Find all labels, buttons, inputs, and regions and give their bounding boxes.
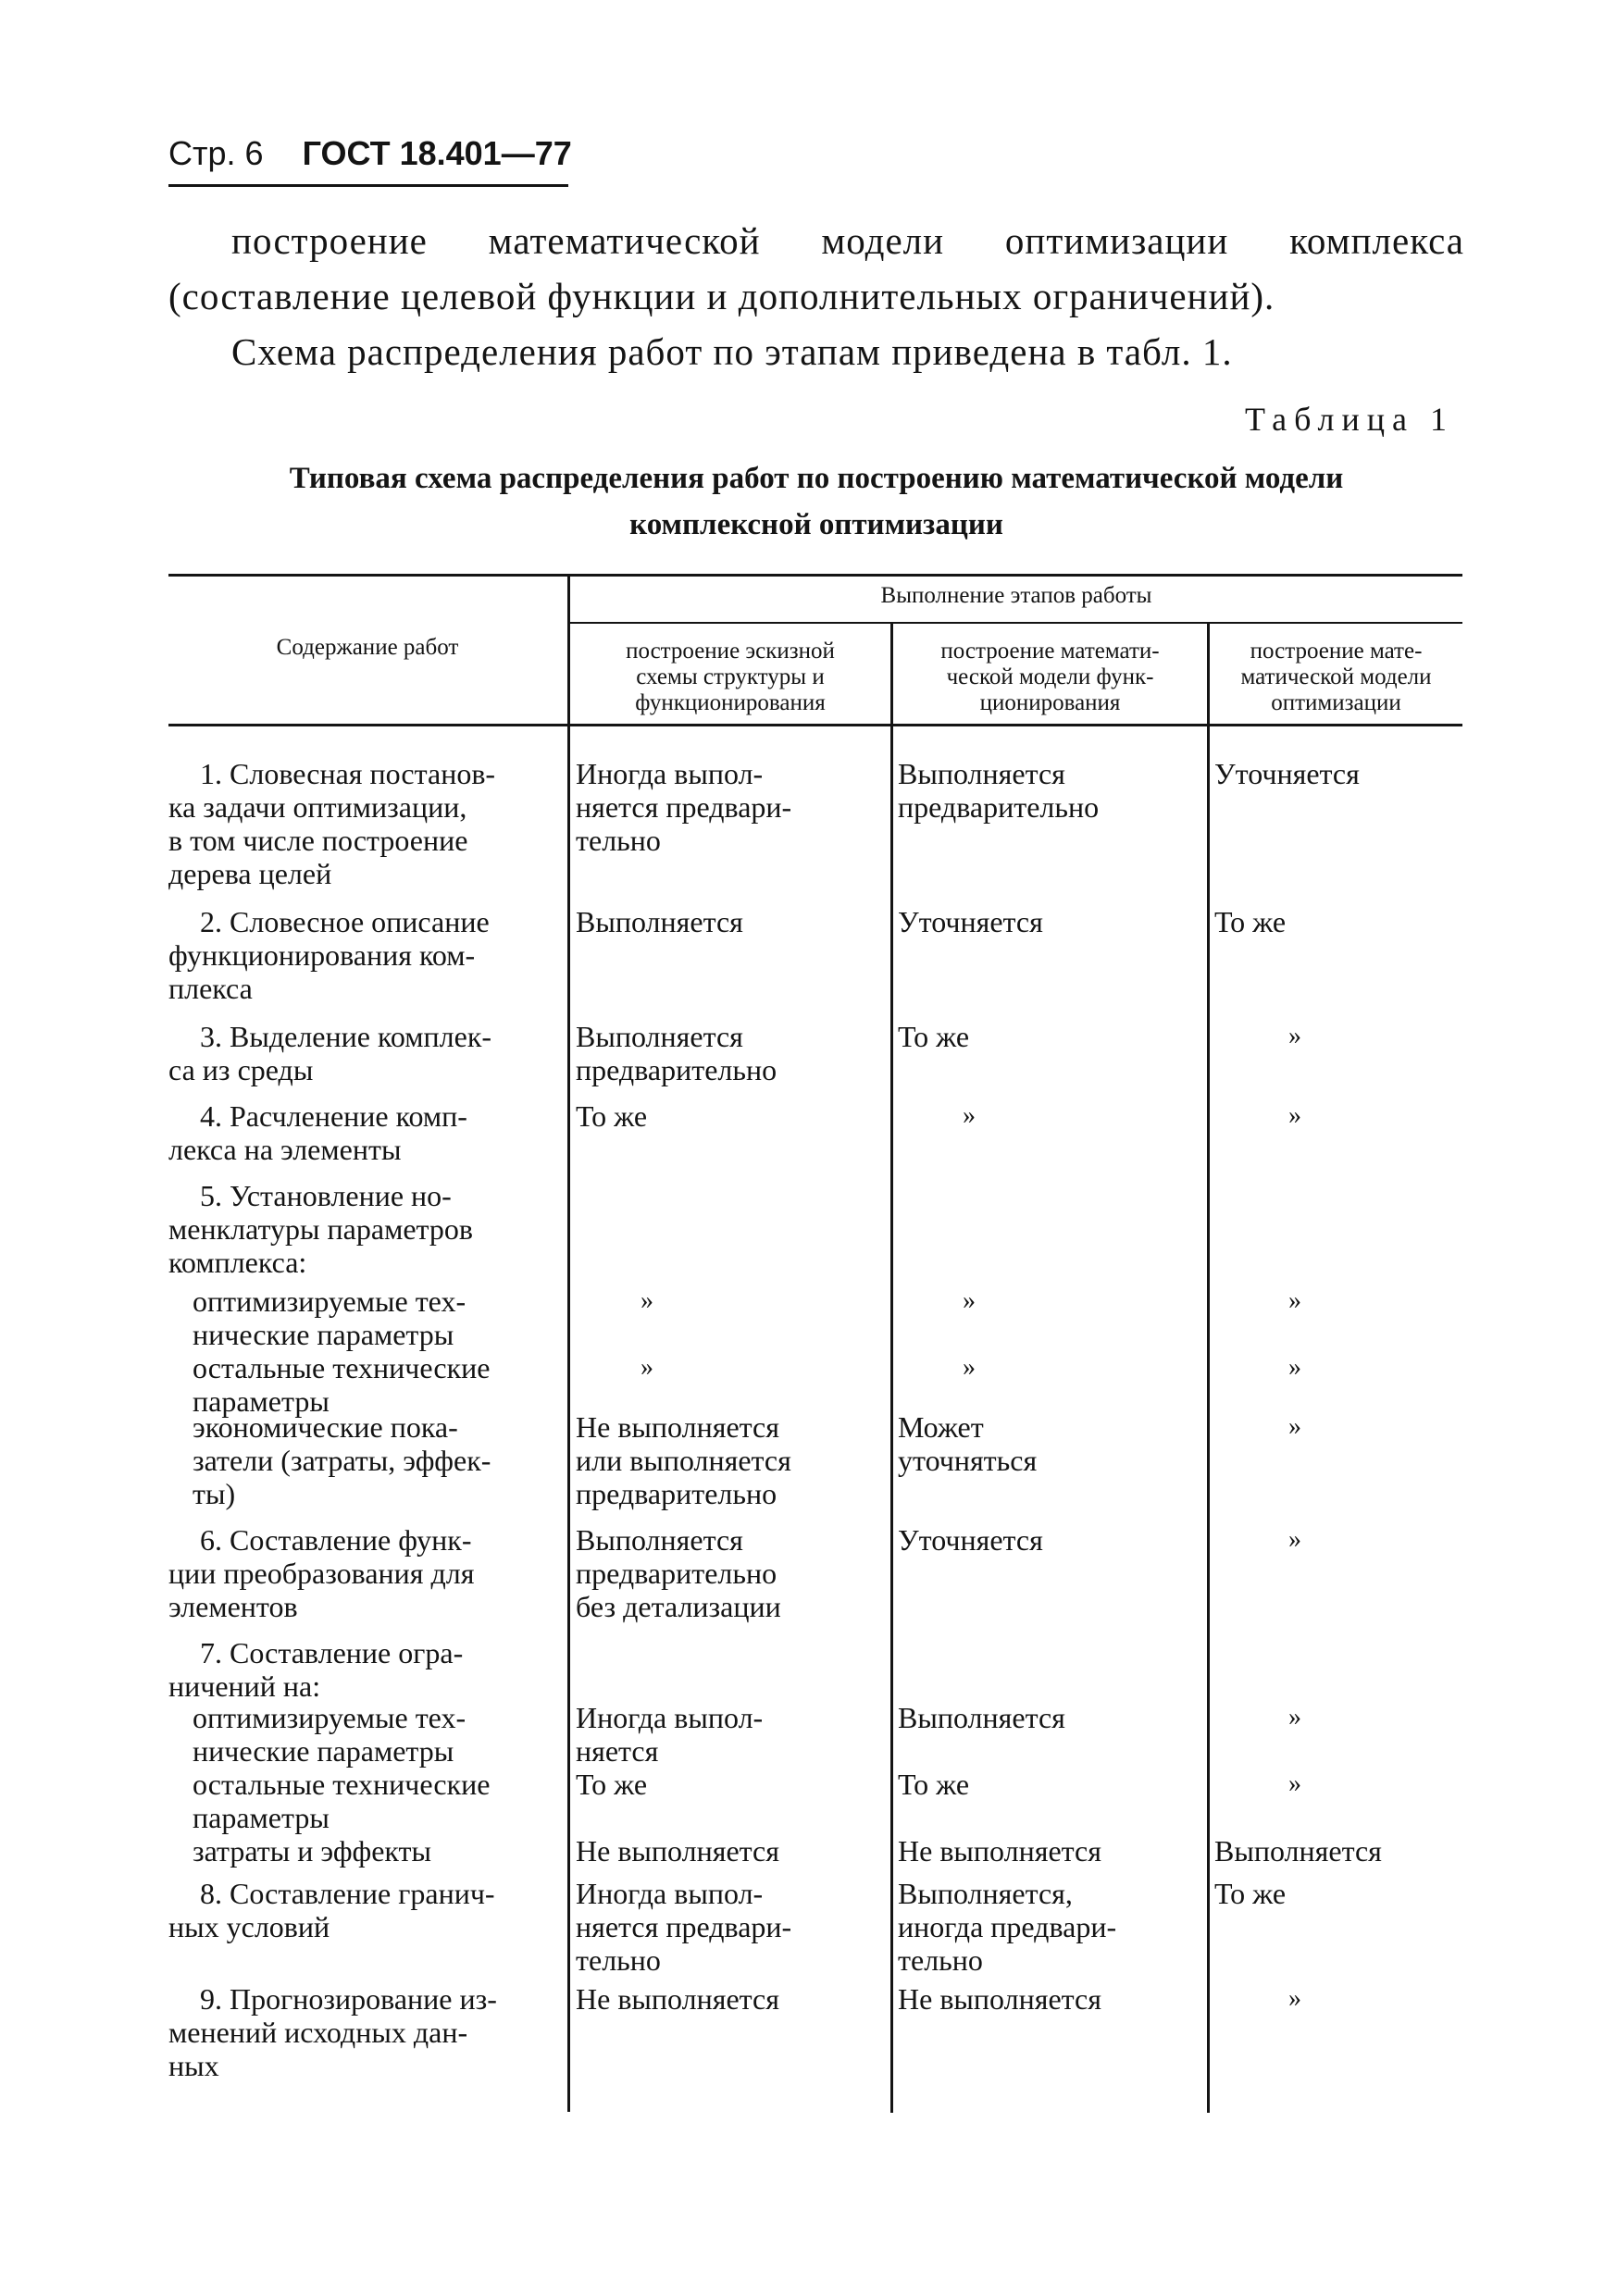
cell-line: менений исходных дан- xyxy=(168,2016,468,2049)
cell-line: Выполняется xyxy=(1214,1834,1382,1868)
table-row-content xyxy=(168,1636,565,1703)
cell-line: няется предвари- xyxy=(576,1910,792,1943)
cell-line: 8. Составление гранич- xyxy=(200,1877,495,1910)
cell-line: » xyxy=(963,1101,976,1130)
cell-line: 2. Словесное описание xyxy=(200,905,490,938)
table-row-cell-1 xyxy=(576,1877,887,1977)
cell-line: Выполняется xyxy=(576,905,743,938)
cell-line: уточняться xyxy=(898,1444,1038,1477)
cell-line: са из среды xyxy=(168,1053,314,1086)
table-row-content xyxy=(168,1523,565,1623)
cell-line: остальные технические xyxy=(193,1351,491,1384)
table-row-cell-2 xyxy=(898,1523,1203,1557)
intro-line-1: построение математической модели оптимизации комплекса xyxy=(231,219,1464,262)
table-row-cell-1 xyxy=(576,1701,887,1768)
cell-line: 5. Установление но- xyxy=(200,1179,452,1212)
table-row-content xyxy=(193,1285,565,1351)
table-row-cell-2 xyxy=(898,1020,1203,1053)
table-row-cell-2 xyxy=(898,1877,1203,1977)
cell-line: затраты и эффекты xyxy=(193,1834,432,1868)
cell-line: Иногда выпол- xyxy=(576,1877,764,1910)
cell-line: экономические пока- xyxy=(193,1410,458,1444)
cell-line: » xyxy=(641,1353,653,1382)
cell-line: ка задачи оптимизации, xyxy=(168,790,467,824)
cell-line: Выполняется xyxy=(898,757,1065,790)
table-row-content xyxy=(168,757,565,890)
cell-line: То же xyxy=(576,1768,648,1801)
cell-line: в том числе построение xyxy=(168,824,468,857)
table-row-cell-1 xyxy=(576,1834,887,1868)
cell-line: Выполняется xyxy=(898,1701,1065,1734)
cell-line: » xyxy=(963,1286,976,1315)
table-row-cell-3 xyxy=(1214,905,1462,938)
cell-line: То же xyxy=(898,1020,970,1053)
cell-line: То же xyxy=(898,1768,970,1801)
cell-line: няется xyxy=(576,1734,659,1768)
cell-line: » xyxy=(963,1353,976,1382)
cell-line: Иногда выпол- xyxy=(576,757,764,790)
cell-line: 1. Словесная постанов- xyxy=(200,757,496,790)
cell-line: » xyxy=(1288,1022,1301,1050)
table-row-content xyxy=(193,1351,565,1418)
cell-line: Не выполняется xyxy=(898,1982,1101,2016)
table-row-cell-3 xyxy=(1214,1099,1462,1133)
cell-line: » xyxy=(1288,1525,1301,1554)
table-row-cell-1 xyxy=(576,1410,887,1510)
cell-line: предварительно xyxy=(576,1477,777,1510)
table-row-cell-3 xyxy=(1214,1701,1462,1734)
cell-line: предварительно xyxy=(576,1053,777,1086)
table-row-cell-3 xyxy=(1214,1982,1462,2016)
table-title-line-2: комплексной оптимизации xyxy=(629,508,1003,541)
cell-line: Уточняется xyxy=(898,1523,1043,1557)
cell-line: тельно xyxy=(576,1943,661,1977)
cell-line: ты) xyxy=(193,1477,236,1510)
col-header-1-line: схемы структуры и xyxy=(636,664,825,689)
table-row-cell-1 xyxy=(576,905,887,938)
cell-line: 9. Прогнозирование из- xyxy=(200,1982,497,2016)
table-row-cell-3 xyxy=(1214,1877,1462,1910)
cell-line: тельно xyxy=(898,1943,983,1977)
table-row-content xyxy=(168,1982,565,2082)
table-row-cell-2 xyxy=(898,905,1203,938)
table-number: Таблица 1 xyxy=(1245,401,1454,438)
cell-line: То же xyxy=(1214,905,1287,938)
cell-line: параметры xyxy=(193,1384,330,1418)
col-header-1-line: построение эскизной xyxy=(626,639,835,664)
cell-line: » xyxy=(1288,1286,1301,1315)
table-row-content xyxy=(193,1768,565,1834)
cell-line: затели (затраты, эффек- xyxy=(193,1444,491,1477)
table-row-cell-3 xyxy=(1214,1768,1462,1801)
cell-line: или выполняется xyxy=(576,1444,791,1477)
table-row-cell-1 xyxy=(576,1982,887,2016)
table-row-content xyxy=(193,1834,565,1868)
table-row-cell-1 xyxy=(576,1351,887,1384)
table-row-content xyxy=(168,1877,565,1943)
cell-line: дерева целей xyxy=(168,857,332,890)
cell-line: » xyxy=(641,1286,653,1315)
table-row-content xyxy=(168,1179,565,1279)
cell-line: оптимизируемые тех- xyxy=(193,1285,466,1318)
table-title-line-1: Типовая схема распределения работ по построению математической модели xyxy=(289,462,1344,495)
table-row-cell-1 xyxy=(576,1099,887,1133)
cell-line: остальные технические xyxy=(193,1768,491,1801)
table-row-content xyxy=(193,1701,565,1768)
cell-line: ных условий xyxy=(168,1910,330,1943)
cell-line: » xyxy=(1288,1101,1301,1130)
cell-line: » xyxy=(1288,1353,1301,1382)
cell-line: Уточняется xyxy=(898,905,1043,938)
col-header-group: Выполнение этапов работы xyxy=(880,583,1152,608)
table-row-cell-3 xyxy=(1214,1020,1462,1053)
cell-line: няется предвари- xyxy=(576,790,792,824)
table-row-cell-2 xyxy=(898,1834,1203,1868)
table-row-cell-2 xyxy=(898,1351,1203,1384)
cell-line: Выполняется xyxy=(576,1020,743,1053)
cell-line: Не выполняется xyxy=(576,1982,779,2016)
table-row-cell-3 xyxy=(1214,1410,1462,1444)
cell-line: Выполняется xyxy=(576,1523,743,1557)
cell-line: ции преобразования для xyxy=(168,1557,475,1590)
table-row-cell-2 xyxy=(898,1410,1203,1477)
cell-line: 4. Расчленение комп- xyxy=(200,1099,467,1133)
col-header-1-line: функционирования xyxy=(635,690,826,715)
table-row-cell-2 xyxy=(898,1768,1203,1801)
col-header-content: Содержание работ xyxy=(276,635,459,660)
cell-line: Выполняется, xyxy=(898,1877,1073,1910)
col-header-3-line: матической модели xyxy=(1240,664,1432,689)
cell-line: » xyxy=(1288,1769,1301,1798)
cell-line: функционирования ком- xyxy=(168,938,476,972)
table-row-content xyxy=(168,905,565,1005)
cell-line: » xyxy=(1288,1984,1301,2013)
table-row-cell-1 xyxy=(576,1523,887,1623)
page-number: Стр. 6 xyxy=(168,134,264,172)
table-row-cell-3 xyxy=(1214,1285,1462,1318)
cell-line: Не выполняется xyxy=(576,1410,779,1444)
col-header-3-line: построение мате- xyxy=(1250,639,1423,664)
cell-line: оптимизируемые тех- xyxy=(193,1701,466,1734)
table-row-cell-2 xyxy=(898,757,1203,824)
cell-line: То же xyxy=(576,1099,648,1133)
table-row-cell-1 xyxy=(576,1285,887,1318)
cell-line: параметры xyxy=(193,1801,330,1834)
col-header-3-line: оптимизации xyxy=(1271,690,1401,715)
cell-line: » xyxy=(1288,1412,1301,1441)
cell-line: нические параметры xyxy=(193,1734,454,1768)
col-header-2-line: ционирования xyxy=(979,690,1121,715)
table-row-cell-3 xyxy=(1214,1523,1462,1557)
cell-line: элементов xyxy=(168,1590,298,1623)
table-row-cell-1 xyxy=(576,1768,887,1801)
table-row-cell-3 xyxy=(1214,1351,1462,1384)
cell-line: Не выполняется xyxy=(898,1834,1101,1868)
table-row-cell-2 xyxy=(898,1701,1203,1734)
cell-line: предварительно xyxy=(898,790,1100,824)
cell-line: предварительно xyxy=(576,1557,777,1590)
cell-line: комплекса: xyxy=(168,1246,307,1279)
table-row-cell-1 xyxy=(576,757,887,857)
cell-line: » xyxy=(1288,1703,1301,1731)
cell-line: Может xyxy=(898,1410,984,1444)
table-row-content xyxy=(168,1099,565,1166)
cell-line: 3. Выделение комплек- xyxy=(200,1020,492,1053)
table-row-cell-2 xyxy=(898,1982,1203,2016)
intro-line-2: (составление целевой функции и дополнительных ограничений). xyxy=(168,275,1275,317)
table-row-cell-3 xyxy=(1214,757,1462,790)
cell-line: Уточняется xyxy=(1214,757,1360,790)
cell-line: 6. Составление функ- xyxy=(200,1523,472,1557)
cell-line: Иногда выпол- xyxy=(576,1701,764,1734)
cell-line: ных xyxy=(168,2049,219,2082)
cell-line: ничений на: xyxy=(168,1669,321,1703)
col-header-2-line: построение математи- xyxy=(940,639,1160,664)
table-row-cell-2 xyxy=(898,1285,1203,1318)
cell-line: тельно xyxy=(576,824,661,857)
cell-line: без детализации xyxy=(576,1590,781,1623)
intro-line-3: Схема распределения работ по этапам приведена в табл. 1. xyxy=(231,330,1233,373)
cell-line: лекса на элементы xyxy=(168,1133,402,1166)
table-row-content xyxy=(168,1020,565,1086)
cell-line: То же xyxy=(1214,1877,1287,1910)
table-row-cell-2 xyxy=(898,1099,1203,1133)
cell-line: плекса xyxy=(168,972,253,1005)
cell-line: Не выполняется xyxy=(576,1834,779,1868)
cell-line: нические параметры xyxy=(193,1318,454,1351)
table-row-cell-3 xyxy=(1214,1834,1462,1868)
cell-line: менклатуры параметров xyxy=(168,1212,473,1246)
cell-line: иногда предвари- xyxy=(898,1910,1117,1943)
table-row-cell-1 xyxy=(576,1020,887,1086)
cell-line: 7. Составление огра- xyxy=(200,1636,464,1669)
col-header-2-line: ческой модели функ- xyxy=(946,664,1154,689)
standard-code: ГОСТ 18.401—77 xyxy=(302,134,572,172)
table-row-content xyxy=(193,1410,565,1510)
